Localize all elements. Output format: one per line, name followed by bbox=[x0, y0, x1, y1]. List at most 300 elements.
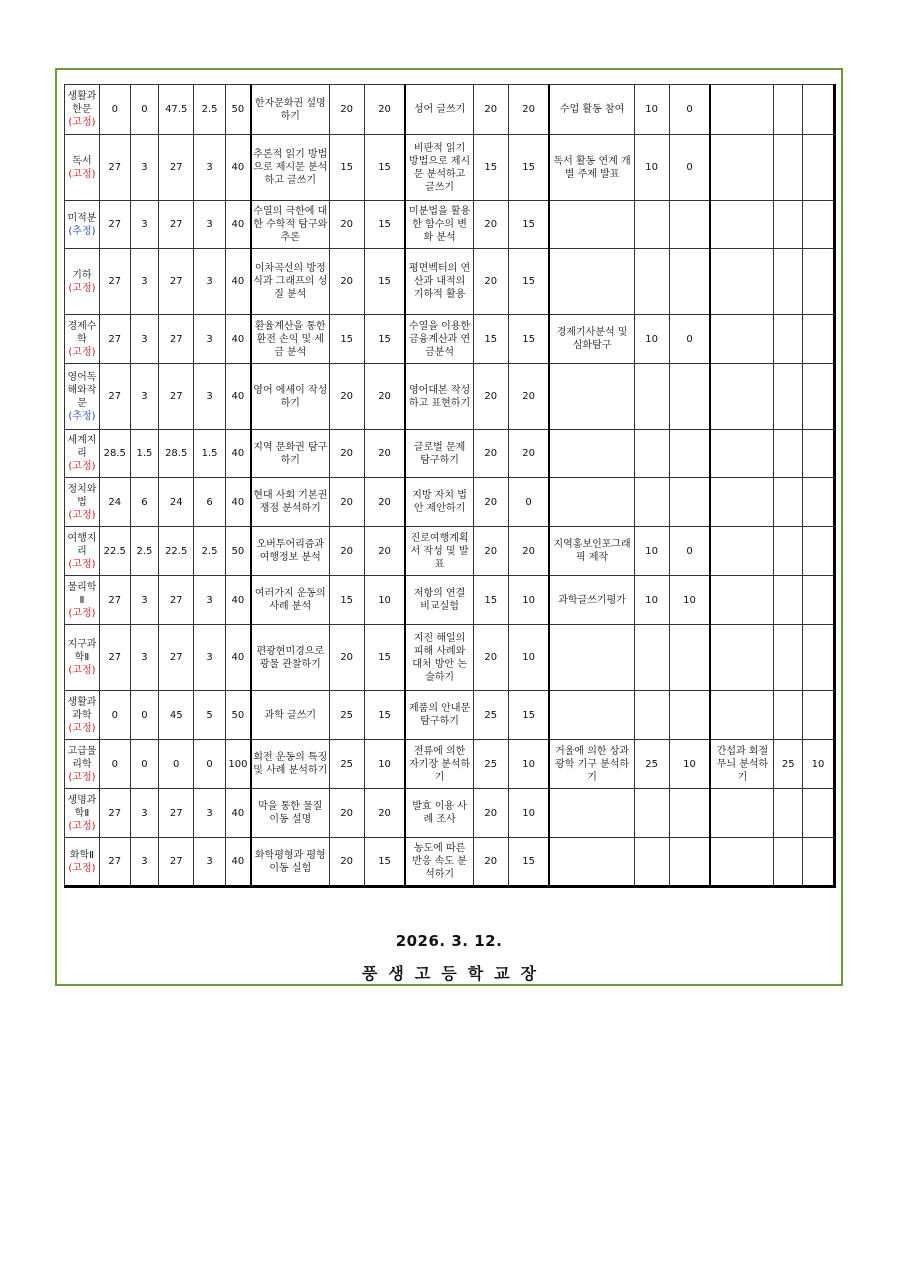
score-cell: 27 bbox=[99, 789, 130, 838]
score-cell: 25 bbox=[473, 740, 508, 789]
assessment-name-cell: 과학 글쓰기 bbox=[251, 691, 329, 740]
score-cell bbox=[803, 838, 835, 887]
assessment-name-cell bbox=[710, 430, 774, 478]
total-cell: 40 bbox=[225, 430, 250, 478]
document-frame bbox=[55, 68, 843, 986]
assessment-name-cell: 성어 글쓰기 bbox=[405, 85, 473, 135]
score-cell: 28.5 bbox=[159, 430, 194, 478]
assessment-name-cell: 영어대본 작성하고 표현하기 bbox=[405, 364, 473, 430]
score-cell: 0 bbox=[669, 85, 710, 135]
score-cell bbox=[634, 691, 669, 740]
score-cell: 0 bbox=[669, 135, 710, 201]
score-cell: 3 bbox=[194, 625, 226, 691]
subject-type-tag: (고정) bbox=[68, 862, 96, 874]
score-cell: 15 bbox=[473, 315, 508, 364]
assessment-name-cell bbox=[710, 249, 774, 315]
score-cell: 27 bbox=[159, 135, 194, 201]
score-cell: 10 bbox=[508, 740, 549, 789]
table-row bbox=[65, 430, 835, 478]
score-cell: 20 bbox=[329, 201, 364, 249]
score-cell: 27 bbox=[159, 576, 194, 625]
score-cell: 3 bbox=[194, 201, 226, 249]
score-cell: 24 bbox=[99, 478, 130, 527]
score-cell: 20 bbox=[364, 85, 405, 135]
subject-type-tag: (고정) bbox=[68, 117, 96, 128]
assessment-name-cell: 한자문화권 설명하기 bbox=[251, 85, 329, 135]
score-cell: 20 bbox=[473, 527, 508, 576]
score-cell: 10 bbox=[508, 576, 549, 625]
score-cell bbox=[634, 838, 669, 887]
score-cell: 27 bbox=[159, 315, 194, 364]
score-cell bbox=[669, 201, 710, 249]
table-row bbox=[65, 691, 835, 740]
assessment-name-cell: 과학글쓰기평가 bbox=[549, 576, 634, 625]
subject-type-tag: (고정) bbox=[68, 771, 96, 783]
score-cell bbox=[803, 478, 835, 527]
subject-type-tag: (고정) bbox=[68, 346, 96, 358]
score-cell bbox=[803, 691, 835, 740]
score-cell: 10 bbox=[634, 315, 669, 364]
score-cell: 20 bbox=[473, 364, 508, 430]
score-cell bbox=[803, 249, 835, 315]
assessment-name-cell: 평면벡터의 연산과 내적의 기하적 활용 bbox=[405, 249, 473, 315]
score-cell: 27 bbox=[159, 249, 194, 315]
score-cell: 27 bbox=[99, 576, 130, 625]
score-cell bbox=[634, 430, 669, 478]
score-cell: 3 bbox=[194, 135, 226, 201]
assessment-name-cell bbox=[710, 789, 774, 838]
assessment-name-cell: 영어 에세이 작성하기 bbox=[251, 364, 329, 430]
assessment-name-cell: 현대 사회 기본권 쟁점 분석하기 bbox=[251, 478, 329, 527]
score-cell: 27 bbox=[159, 838, 194, 887]
assessment-name-cell bbox=[710, 85, 774, 135]
assessment-name-cell: 저항의 연결 비교실험 bbox=[405, 576, 473, 625]
assessment-name-cell: 수업 활동 참여 bbox=[549, 85, 634, 135]
subject-cell bbox=[65, 576, 100, 625]
score-cell: 15 bbox=[508, 691, 549, 740]
score-cell: 20 bbox=[473, 625, 508, 691]
subject-type-tag: (고정) bbox=[68, 607, 96, 619]
subject-type-tag: (고정) bbox=[68, 665, 96, 676]
score-cell: 5 bbox=[194, 691, 226, 740]
score-cell: 0 bbox=[508, 478, 549, 527]
assessment-name-cell: 수열의 극한에 대한 수학적 탐구와 추론 bbox=[251, 201, 329, 249]
score-cell: 15 bbox=[508, 315, 549, 364]
assessment-name-cell bbox=[710, 478, 774, 527]
subject-type-tag: (추정) bbox=[68, 225, 96, 237]
score-cell: 10 bbox=[634, 576, 669, 625]
score-cell: 20 bbox=[329, 789, 364, 838]
subject-name: 생활과 과학 bbox=[67, 696, 97, 721]
assessment-name-cell: 지역 문화권 탐구하기 bbox=[251, 430, 329, 478]
assessment-name-cell: 농도에 따른 반응 속도 분석하기 bbox=[405, 838, 473, 887]
score-cell: 27 bbox=[159, 364, 194, 430]
score-cell: 0 bbox=[669, 315, 710, 364]
subject-cell bbox=[65, 478, 100, 527]
score-cell: 15 bbox=[508, 838, 549, 887]
subject-cell bbox=[65, 430, 100, 478]
subject-name: 정치와 법 bbox=[67, 483, 97, 508]
assessment-name-cell bbox=[710, 315, 774, 364]
assessment-name-cell bbox=[549, 364, 634, 430]
score-cell: 20 bbox=[364, 364, 405, 430]
total-cell: 40 bbox=[225, 838, 250, 887]
score-cell: 15 bbox=[329, 135, 364, 201]
total-cell: 40 bbox=[225, 789, 250, 838]
score-cell: 25 bbox=[473, 691, 508, 740]
score-cell: 27 bbox=[159, 789, 194, 838]
score-cell: 0 bbox=[194, 740, 226, 789]
subject-name: 지구과 학Ⅱ bbox=[67, 639, 97, 663]
table-row bbox=[65, 85, 835, 135]
score-cell bbox=[774, 315, 803, 364]
assessment-name-cell: 간섭과 회절 무늬 분석하기 bbox=[710, 740, 774, 789]
score-cell bbox=[803, 625, 835, 691]
score-cell bbox=[774, 201, 803, 249]
score-cell: 0 bbox=[130, 85, 159, 135]
score-cell bbox=[774, 364, 803, 430]
assessment-name-cell: 비판적 읽기 방법으로 제시문 분석하고 글쓰기 bbox=[405, 135, 473, 201]
score-cell: 10 bbox=[508, 625, 549, 691]
score-cell: 20 bbox=[473, 789, 508, 838]
score-cell: 10 bbox=[669, 740, 710, 789]
subject-cell bbox=[65, 364, 100, 430]
score-cell bbox=[669, 364, 710, 430]
total-cell: 40 bbox=[225, 364, 250, 430]
subject-cell bbox=[65, 85, 100, 135]
score-cell: 47.5 bbox=[159, 85, 194, 135]
score-cell bbox=[803, 315, 835, 364]
score-cell: 1.5 bbox=[130, 430, 159, 478]
score-cell: 10 bbox=[364, 576, 405, 625]
score-cell: 6 bbox=[130, 478, 159, 527]
subject-type-tag: (고정) bbox=[68, 461, 96, 472]
score-cell: 20 bbox=[364, 430, 405, 478]
score-cell: 10 bbox=[634, 527, 669, 576]
score-cell bbox=[774, 249, 803, 315]
table-row bbox=[65, 364, 835, 430]
subject-type-tag: (추정) bbox=[68, 410, 96, 422]
score-cell bbox=[803, 789, 835, 838]
assessment-name-cell: 환율계산을 통한 환전 손익 및 세금 분석 bbox=[251, 315, 329, 364]
assessment-name-cell: 독서 활동 연계 개별 주제 발표 bbox=[549, 135, 634, 201]
score-cell: 3 bbox=[130, 576, 159, 625]
score-cell: 28.5 bbox=[99, 430, 130, 478]
score-cell bbox=[774, 527, 803, 576]
score-cell: 20 bbox=[329, 430, 364, 478]
assessment-name-cell bbox=[549, 249, 634, 315]
assessment-name-cell: 거울에 의한 상과 광학 기구 분석하기 bbox=[549, 740, 634, 789]
assessment-name-cell bbox=[710, 838, 774, 887]
score-cell: 15 bbox=[329, 315, 364, 364]
assessment-name-cell: 편광현미경으로 광물 관찰하기 bbox=[251, 625, 329, 691]
subject-type-tag: (고정) bbox=[68, 722, 96, 734]
subject-cell bbox=[65, 135, 100, 201]
total-cell: 40 bbox=[225, 315, 250, 364]
score-cell: 27 bbox=[99, 315, 130, 364]
subject-name: 화학Ⅱ bbox=[69, 849, 95, 861]
score-cell: 27 bbox=[99, 201, 130, 249]
assessment-name-cell: 제품의 안내문 탐구하기 bbox=[405, 691, 473, 740]
score-cell: 3 bbox=[130, 838, 159, 887]
score-cell: 6 bbox=[194, 478, 226, 527]
score-cell bbox=[803, 135, 835, 201]
score-cell bbox=[634, 478, 669, 527]
score-cell: 27 bbox=[159, 625, 194, 691]
score-cell bbox=[774, 478, 803, 527]
score-cell: 2.5 bbox=[194, 527, 226, 576]
assessment-name-cell: 추론적 읽기 방법으로 제시문 분석하고 글쓰기 bbox=[251, 135, 329, 201]
score-cell bbox=[774, 691, 803, 740]
score-cell: 3 bbox=[130, 315, 159, 364]
subject-type-tag: (고정) bbox=[68, 558, 96, 570]
score-cell: 15 bbox=[508, 249, 549, 315]
assessment-name-cell: 회전 운동의 특징 및 사례 분석하기 bbox=[251, 740, 329, 789]
score-cell: 15 bbox=[473, 135, 508, 201]
score-cell: 10 bbox=[634, 135, 669, 201]
score-cell: 20 bbox=[508, 430, 549, 478]
assessment-name-cell bbox=[549, 789, 634, 838]
assessment-name-cell bbox=[710, 527, 774, 576]
subject-name: 생명과 학Ⅱ bbox=[67, 794, 97, 819]
score-cell: 3 bbox=[130, 135, 159, 201]
score-cell bbox=[669, 691, 710, 740]
assessment-name-cell bbox=[710, 364, 774, 430]
score-cell: 15 bbox=[364, 315, 405, 364]
subject-cell bbox=[65, 527, 100, 576]
table-body bbox=[65, 85, 835, 887]
score-cell: 27 bbox=[99, 838, 130, 887]
table-row bbox=[65, 315, 835, 364]
score-cell: 15 bbox=[473, 576, 508, 625]
score-cell bbox=[669, 249, 710, 315]
assessment-name-cell: 발효 이용 사례 조사 bbox=[405, 789, 473, 838]
score-cell: 3 bbox=[130, 364, 159, 430]
score-cell: 20 bbox=[329, 249, 364, 315]
score-cell bbox=[669, 789, 710, 838]
total-cell: 50 bbox=[225, 85, 250, 135]
score-cell: 20 bbox=[364, 478, 405, 527]
table-row bbox=[65, 135, 835, 201]
assessment-name-cell bbox=[710, 135, 774, 201]
score-cell: 20 bbox=[329, 625, 364, 691]
score-cell: 20 bbox=[364, 527, 405, 576]
assessment-name-cell bbox=[549, 430, 634, 478]
subject-name: 세계지 리 bbox=[67, 435, 97, 459]
score-cell bbox=[669, 478, 710, 527]
subject-name: 생활과 한문 bbox=[67, 91, 97, 115]
score-cell: 10 bbox=[508, 789, 549, 838]
assessment-name-cell bbox=[549, 201, 634, 249]
assessment-name-cell: 수열을 이용한 금융계산과 연금분석 bbox=[405, 315, 473, 364]
score-cell: 3 bbox=[130, 789, 159, 838]
score-cell bbox=[774, 789, 803, 838]
school-principal-name: 풍생고등학교장 bbox=[361, 964, 548, 983]
total-cell: 50 bbox=[225, 691, 250, 740]
score-cell: 10 bbox=[803, 740, 835, 789]
assessment-name-cell bbox=[710, 576, 774, 625]
score-cell: 45 bbox=[159, 691, 194, 740]
score-cell: 25 bbox=[774, 740, 803, 789]
assessment-name-cell bbox=[710, 691, 774, 740]
score-cell bbox=[774, 85, 803, 135]
score-cell: 3 bbox=[194, 789, 226, 838]
total-cell: 40 bbox=[225, 135, 250, 201]
score-cell bbox=[803, 576, 835, 625]
score-cell: 25 bbox=[634, 740, 669, 789]
total-cell: 40 bbox=[225, 201, 250, 249]
table-row bbox=[65, 576, 835, 625]
score-cell: 3 bbox=[130, 625, 159, 691]
score-cell bbox=[803, 85, 835, 135]
score-cell bbox=[634, 625, 669, 691]
score-cell: 15 bbox=[329, 576, 364, 625]
assessment-name-cell bbox=[710, 201, 774, 249]
subject-cell bbox=[65, 838, 100, 887]
score-cell: 27 bbox=[99, 364, 130, 430]
score-cell: 15 bbox=[508, 201, 549, 249]
score-cell: 3 bbox=[194, 364, 226, 430]
total-cell: 40 bbox=[225, 625, 250, 691]
score-cell bbox=[774, 430, 803, 478]
assessment-name-cell: 진로여행계획서 작성 및 발표 bbox=[405, 527, 473, 576]
table-row bbox=[65, 740, 835, 789]
score-cell bbox=[774, 625, 803, 691]
score-cell: 20 bbox=[473, 430, 508, 478]
score-cell: 0 bbox=[669, 527, 710, 576]
score-cell: 20 bbox=[329, 364, 364, 430]
assessment-name-cell: 전류에 의한 자기장 분석하기 bbox=[405, 740, 473, 789]
score-cell: 27 bbox=[99, 135, 130, 201]
table-row bbox=[65, 249, 835, 315]
score-cell: 20 bbox=[329, 478, 364, 527]
score-cell bbox=[774, 838, 803, 887]
score-cell: 3 bbox=[194, 315, 226, 364]
score-cell bbox=[669, 625, 710, 691]
score-cell: 15 bbox=[364, 691, 405, 740]
assessment-name-cell bbox=[549, 478, 634, 527]
score-cell: 20 bbox=[473, 201, 508, 249]
subject-name: 고급물 리학 bbox=[67, 745, 97, 770]
score-cell: 25 bbox=[329, 691, 364, 740]
score-cell: 25 bbox=[329, 740, 364, 789]
assessment-name-cell bbox=[710, 625, 774, 691]
score-cell: 3 bbox=[194, 249, 226, 315]
assessment-name-cell: 화학평형과 평형이동 실험 bbox=[251, 838, 329, 887]
assessment-name-cell: 미분법을 활용한 함수의 변화 분석 bbox=[405, 201, 473, 249]
total-cell: 40 bbox=[225, 249, 250, 315]
assessment-name-cell bbox=[549, 691, 634, 740]
score-cell: 10 bbox=[669, 576, 710, 625]
score-cell: 15 bbox=[364, 838, 405, 887]
score-cell bbox=[634, 364, 669, 430]
table-row bbox=[65, 625, 835, 691]
score-cell bbox=[774, 135, 803, 201]
assessment-name-cell: 여러가지 운동의 사례 분석 bbox=[251, 576, 329, 625]
score-cell bbox=[803, 430, 835, 478]
score-cell: 0 bbox=[130, 691, 159, 740]
score-cell bbox=[634, 789, 669, 838]
score-cell: 20 bbox=[508, 364, 549, 430]
score-cell: 27 bbox=[99, 625, 130, 691]
score-cell: 20 bbox=[508, 527, 549, 576]
assessment-name-cell: 지진 해일의 피해 사례와 대처 방안 논술하기 bbox=[405, 625, 473, 691]
total-cell: 40 bbox=[225, 478, 250, 527]
score-cell: 15 bbox=[364, 135, 405, 201]
subject-cell bbox=[65, 789, 100, 838]
score-cell: 22.5 bbox=[99, 527, 130, 576]
score-cell: 15 bbox=[364, 201, 405, 249]
score-cell bbox=[669, 430, 710, 478]
score-cell: 2.5 bbox=[194, 85, 226, 135]
score-cell: 20 bbox=[473, 85, 508, 135]
subject-name: 물리학 Ⅱ bbox=[67, 581, 97, 606]
score-cell: 0 bbox=[130, 740, 159, 789]
assessment-name-cell: 글로벌 문제 탐구하기 bbox=[405, 430, 473, 478]
subject-type-tag: (고정) bbox=[68, 282, 96, 294]
subject-name: 경제수 학 bbox=[67, 320, 97, 345]
assessment-table bbox=[64, 84, 836, 888]
score-cell: 20 bbox=[473, 249, 508, 315]
assessment-name-cell: 막을 통한 물질 이동 설명 bbox=[251, 789, 329, 838]
score-cell: 0 bbox=[159, 740, 194, 789]
score-cell: 3 bbox=[194, 838, 226, 887]
score-cell: 3 bbox=[194, 576, 226, 625]
score-cell: 20 bbox=[473, 838, 508, 887]
score-cell: 15 bbox=[364, 249, 405, 315]
score-cell: 22.5 bbox=[159, 527, 194, 576]
assessment-name-cell: 지역홍보인포그래픽 제작 bbox=[549, 527, 634, 576]
score-cell: 0 bbox=[99, 740, 130, 789]
score-cell: 10 bbox=[634, 85, 669, 135]
score-cell: 15 bbox=[364, 625, 405, 691]
assessment-name-cell bbox=[549, 625, 634, 691]
score-cell bbox=[803, 364, 835, 430]
subject-name: 독서 bbox=[72, 155, 92, 167]
subject-type-tag: (고정) bbox=[68, 820, 96, 832]
subject-type-tag: (고정) bbox=[68, 168, 96, 180]
score-cell: 20 bbox=[329, 527, 364, 576]
subject-cell bbox=[65, 249, 100, 315]
score-cell: 0 bbox=[99, 85, 130, 135]
score-cell bbox=[634, 201, 669, 249]
score-cell: 2.5 bbox=[130, 527, 159, 576]
subject-cell bbox=[65, 625, 100, 691]
score-cell: 3 bbox=[130, 201, 159, 249]
table-row bbox=[65, 789, 835, 838]
table-row bbox=[65, 838, 835, 887]
score-cell bbox=[774, 576, 803, 625]
score-cell: 27 bbox=[159, 201, 194, 249]
score-cell: 15 bbox=[508, 135, 549, 201]
score-cell bbox=[669, 838, 710, 887]
total-cell: 50 bbox=[225, 527, 250, 576]
score-cell: 20 bbox=[329, 838, 364, 887]
subject-name: 미적분 bbox=[67, 212, 97, 224]
subject-cell bbox=[65, 691, 100, 740]
score-cell: 1.5 bbox=[194, 430, 226, 478]
score-cell bbox=[803, 527, 835, 576]
score-cell: 20 bbox=[508, 85, 549, 135]
total-cell: 40 bbox=[225, 576, 250, 625]
assessment-name-cell: 이차곡선의 방정식과 그래프의 성질 분석 bbox=[251, 249, 329, 315]
score-cell: 20 bbox=[364, 789, 405, 838]
score-cell bbox=[634, 249, 669, 315]
subject-cell bbox=[65, 201, 100, 249]
score-cell: 10 bbox=[364, 740, 405, 789]
score-cell: 3 bbox=[130, 249, 159, 315]
subject-cell bbox=[65, 740, 100, 789]
